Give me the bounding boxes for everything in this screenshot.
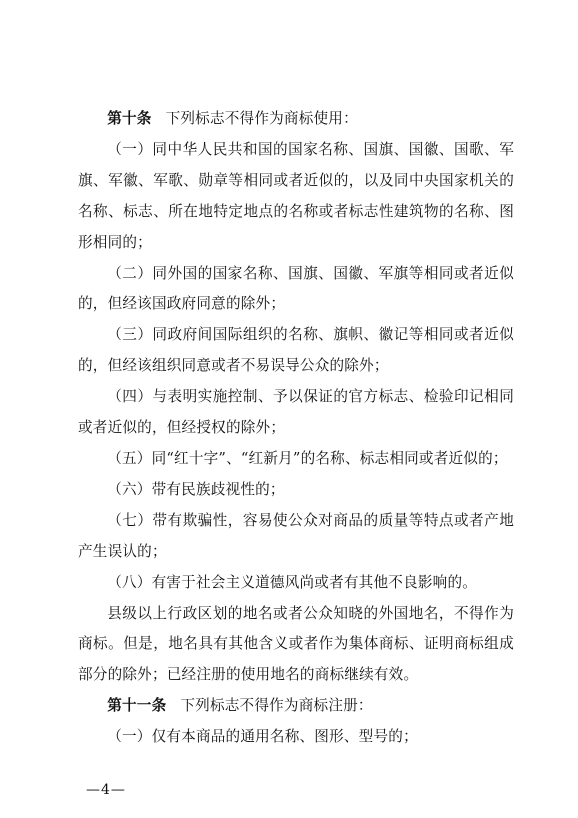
article-10-number: 第十条 [107, 110, 152, 127]
article-10-item-5: （五）同“红十字”、“红新月”的名称、标志相同或者近似的； [107, 449, 508, 467]
article-10-item-8: （八）有害于社会主义道德风尚或者有其他不良影响的。 [107, 573, 478, 591]
article-10-closing: 县级以上行政区划的地名或者公众知晓的外国地名，不得作为商标。但是，地名具有其他含义或者作为集体商标、证明商标组成部分的除外；已经注册的使用地名的商标继续有效。 [78, 604, 514, 684]
article-10-item-4: （四）与表明实施控制、予以保证的官方标志、检验印记相同或者近似的，但经授权的除外； [78, 388, 514, 437]
article-11-number: 第十一条 [107, 697, 167, 715]
article-10-item-1: （一）同中华人民共和国的国家名称、国旗、国徽、国歌、军旗、军徽、军歌、勋章等相同或者近似的，以及同中央国家机关的名称、标志、所在地特定地点的名称或者标志性建筑物的名称、图形相同的； [78, 140, 514, 251]
article-11-heading [78, 691, 514, 722]
article-11-lead: 下列标志不得作为商标注册： [180, 697, 373, 715]
article-10-item-6: （六）带有民族歧视性的； [107, 480, 285, 498]
page-number: —4— [86, 782, 126, 798]
article-10-heading [78, 104, 514, 135]
document-body [78, 104, 514, 753]
article-10-lead: 下列标志不得作为商标使用： [165, 110, 358, 127]
article-10-item-7: （七）带有欺骗性，容易使公众对商品的质量等特点或者产地产生误认的； [78, 511, 514, 560]
article-10-item-3: （三）同政府间国际组织的名称、旗帜、徽记等相同或者近似的，但经该组织同意或者不易误导公众的除外； [78, 326, 514, 375]
article-10-item-2: （二）同外国的国家名称、国旗、国徽、军旗等相同或者近似的，但经该国政府同意的除外； [78, 264, 514, 313]
article-11-item-1: （一）仅有本商品的通用名称、图形、型号的； [107, 728, 418, 746]
